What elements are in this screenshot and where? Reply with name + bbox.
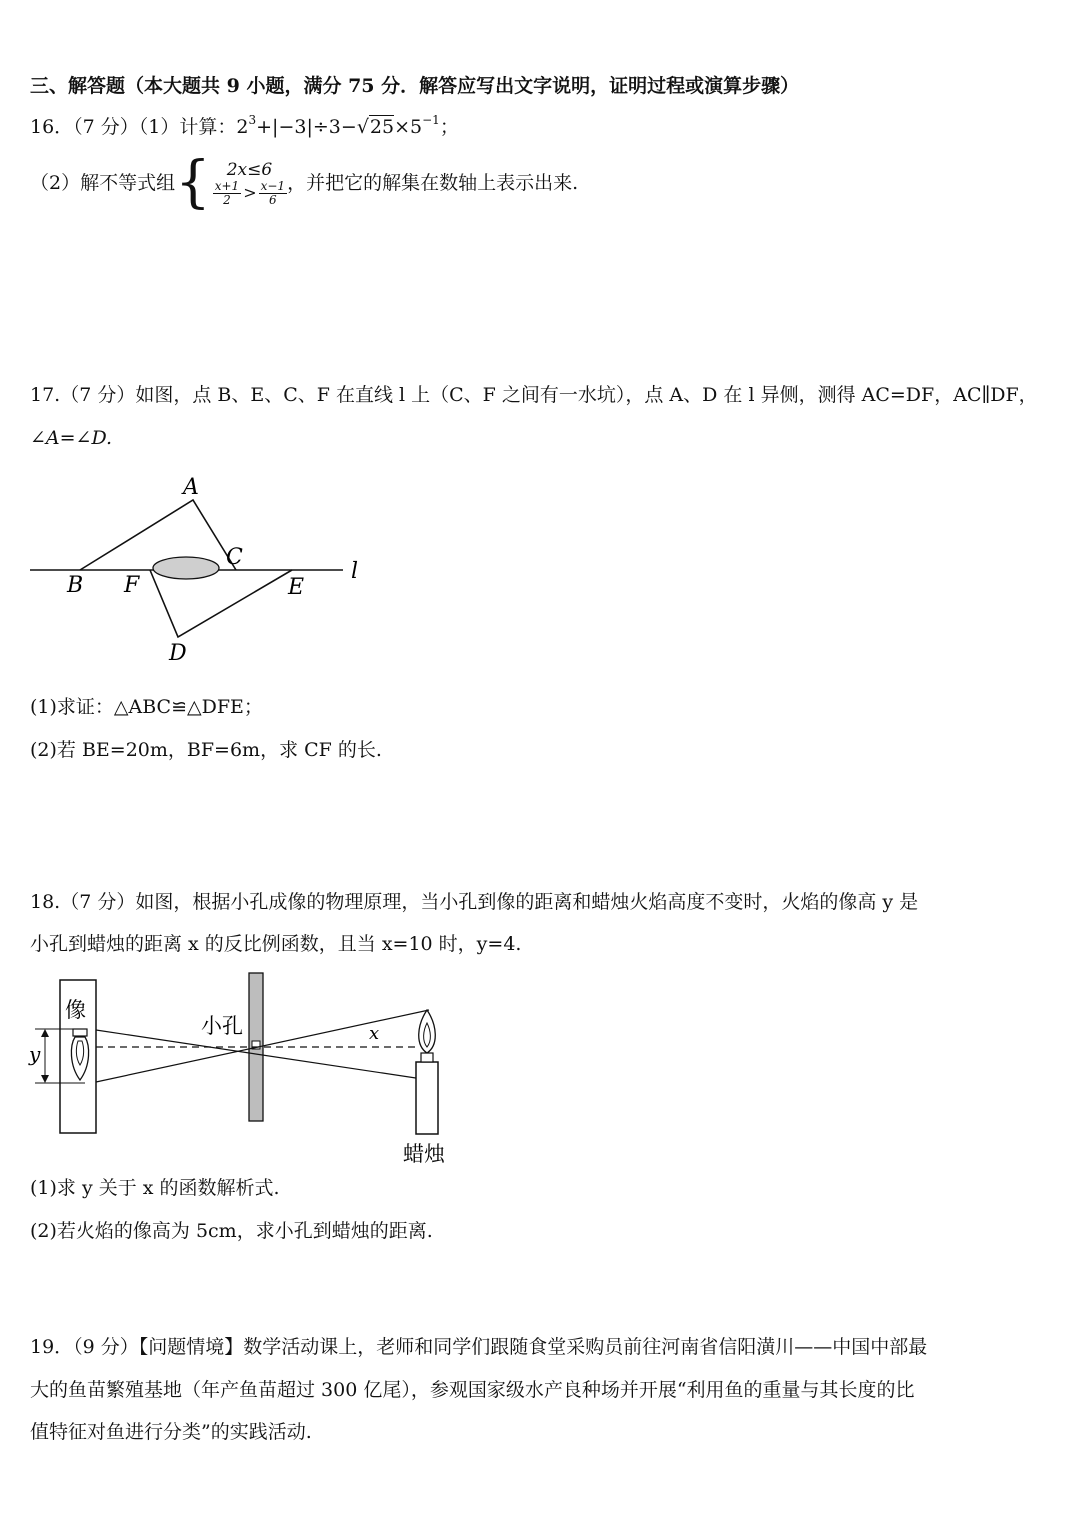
label-f: F <box>124 573 140 598</box>
q17-sub2: (2)若 BE=20m，BF=6m，求 CF 的长. <box>30 739 382 761</box>
q16-part2-tail: ，并把它的解集在数轴上表示出来. <box>287 172 579 194</box>
gt-sign: > <box>243 183 257 202</box>
frac1-den: 2 <box>223 192 231 207</box>
label-c: C <box>226 545 243 570</box>
q19-line2: 大的鱼苗繁殖基地（年产鱼苗超过 300 亿尾），参观国家级水产良种场并开展“利用鱼的重量与其长度的比 <box>30 1379 915 1401</box>
q16-calc-exp2: −1 <box>422 113 440 127</box>
frac2-num: x−1 <box>260 178 286 193</box>
label-a: A <box>183 475 199 500</box>
q16-part2 <box>30 150 579 215</box>
label-image: 像 <box>65 998 86 1022</box>
system-row2 <box>213 180 287 207</box>
q18-line1: 18.（7 分）如图，根据小孔成像的物理原理，当小孔到像的距离和蜡烛火焰高度不变时，火焰的像高 y 是 <box>30 891 919 913</box>
label-e: E <box>288 575 305 600</box>
label-x: x <box>369 1023 380 1044</box>
frac1-num: x+1 <box>214 178 240 193</box>
q16-calc-end: ； <box>439 116 459 138</box>
q16-calc-part2: +|−3|÷3− <box>256 116 357 138</box>
inequality-system <box>175 150 287 215</box>
label-d: D <box>169 641 187 666</box>
q17-line2: ∠A=∠D. <box>30 427 113 449</box>
brace-icon: { <box>175 150 211 215</box>
triangle-abc <box>80 500 236 570</box>
q17-line1: 17.（7 分）如图，点 B、E、C、F 在直线 l 上（C、F 之间有一水坑），点 A、D 在 l 异侧，测得 AC=DF，AC∥DF， <box>30 384 1038 406</box>
y-arrow-down-icon <box>41 1075 49 1083</box>
label-hole: 小孔 <box>201 1014 243 1038</box>
q16-part2-label: （2）解不等式组 <box>30 172 176 194</box>
system-row1: 2x≤6 <box>226 159 273 180</box>
water-pit <box>153 557 219 579</box>
q16-calc-exp: 3 <box>248 113 257 127</box>
candle-wick-base <box>421 1053 433 1062</box>
q18-sub2: (2)若火焰的像高为 5cm，求小孔到蜡烛的距离. <box>30 1220 433 1242</box>
label-l: l <box>351 559 359 584</box>
q17-figure <box>25 470 385 670</box>
label-y: y <box>29 1042 41 1066</box>
q19-line1: 19．（9 分）【问题情境】数学活动课上，老师和同学们跟随食堂采购员前往河南省信阳潢川——中国中部最 <box>30 1336 928 1358</box>
q16-part1 <box>30 113 459 141</box>
label-b: B <box>67 573 84 598</box>
section-title: 三、解答题（本大题共 9 小题，满分 75 分．解答应写出文字说明，证明过程或演算步骤） <box>30 75 800 97</box>
q18-line2: 小孔到蜡烛的距离 x 的反比例函数，且当 x=10 时，y=4. <box>30 933 522 955</box>
q16-calc-radicand: 25 <box>369 116 395 138</box>
q17-sub1: (1)求证：△ABC≌△DFE； <box>30 696 263 718</box>
triangle-dfe <box>150 570 292 637</box>
q18-sub1: (1)求 y 关于 x 的函数解析式. <box>30 1177 280 1199</box>
q18-figure <box>25 965 465 1170</box>
image-candle-base <box>73 1029 87 1036</box>
q16-calc-part3: ×5 <box>394 116 423 138</box>
q16-number: 16．（7 分）（1）计算： <box>30 116 237 138</box>
y-arrow-up-icon <box>41 1029 49 1037</box>
candle-body <box>416 1062 438 1134</box>
frac2-den: 6 <box>269 192 277 207</box>
sqrt-symbol: √ <box>356 116 369 138</box>
q16-calc-base: 2 <box>236 116 249 138</box>
label-candle: 蜡烛 <box>403 1142 445 1166</box>
q19-line3: 值特征对鱼进行分类”的实践活动. <box>30 1421 312 1443</box>
